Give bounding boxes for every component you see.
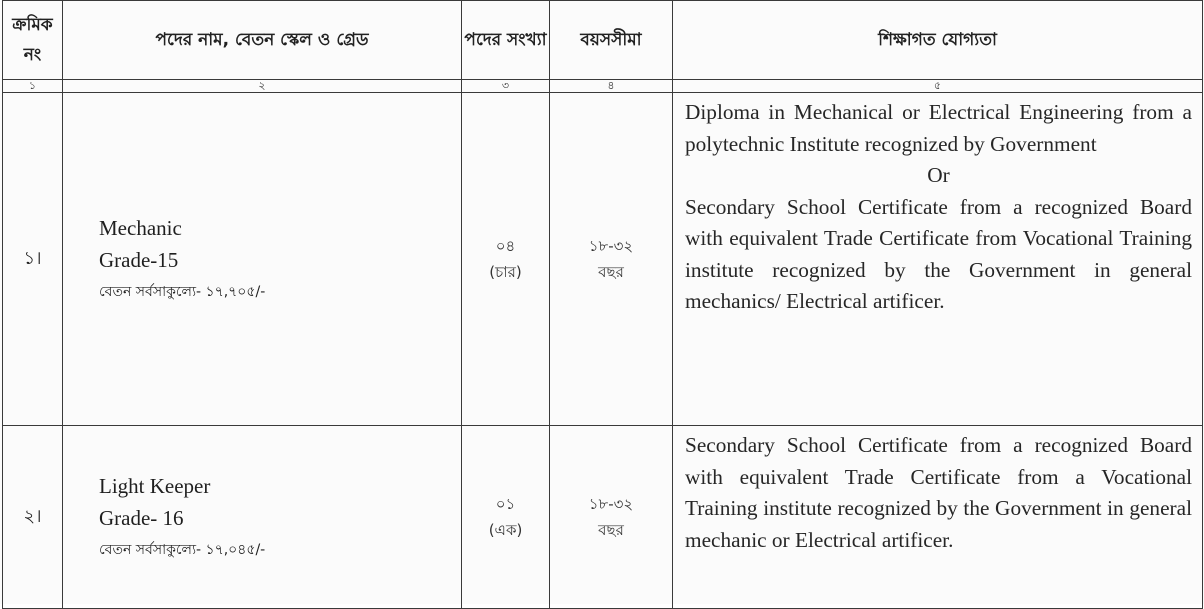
row-serial: ১। — [3, 93, 63, 426]
post-cell — [63, 93, 462, 426]
table-row — [3, 426, 1203, 609]
post-name: Light Keeper — [99, 474, 211, 498]
post-cell — [63, 426, 462, 609]
qualification-or: Or — [927, 163, 950, 187]
header-post-name: পদের নাম, বেতন স্কেল ও গ্রেড — [63, 1, 462, 80]
job-vacancy-table — [2, 0, 1203, 609]
table-row — [3, 93, 1203, 426]
column-number: ২ — [63, 80, 462, 93]
column-number: ৩ — [462, 80, 550, 93]
post-count-cell — [462, 426, 550, 609]
column-number: ৪ — [550, 80, 673, 93]
header-serial: ক্রমিক নং — [3, 1, 63, 80]
age-limit-cell — [550, 93, 673, 426]
post-pay: বেতন সর্বসাকুল্যে- ১৭,০৪৫/- — [99, 542, 266, 558]
qualification-text: Secondary School Certificate from a recognized Board with equivalent Trade Certificate from Vocational Training institute recognized by the Government in general mechanics/ Electrical artificer. — [685, 194, 1192, 313]
post-count: ০১ — [495, 495, 516, 513]
post-count-words: (চার) — [489, 263, 522, 281]
age-unit: বছর — [598, 521, 624, 539]
qualification-cell — [673, 93, 1203, 426]
post-count-words: (এক) — [488, 521, 523, 539]
age-limit: ১৮-৩২ — [588, 237, 634, 255]
post-pay: বেতন সর্বসাকুল্যে- ১৭,৭০৫/- — [99, 284, 266, 300]
header-age-limit: বয়সসীমা — [550, 1, 673, 80]
post-grade: Grade- 16 — [99, 506, 184, 530]
qualification-text: Secondary School Certificate from a recognized Board with equivalent Trade Certificate from a Vocational Training institute recognized by the Government in general mechanic or Electrical artificer. — [685, 433, 1192, 552]
post-count: ০৪ — [495, 237, 516, 255]
column-number: ১ — [3, 80, 63, 93]
age-limit: ১৮-৩২ — [588, 495, 634, 513]
age-unit: বছর — [598, 263, 624, 281]
header-post-count: পদের সংখ্যা — [462, 1, 550, 80]
post-count-cell — [462, 93, 550, 426]
post-grade: Grade-15 — [99, 248, 179, 272]
column-number-row — [3, 80, 1203, 93]
age-limit-cell — [550, 426, 673, 609]
header-row — [3, 1, 1203, 80]
row-serial: ২। — [3, 426, 63, 609]
header-qualification: শিক্ষাগত যোগ্যতা — [673, 1, 1203, 80]
qualification-cell — [673, 426, 1203, 609]
post-name: Mechanic — [99, 216, 182, 240]
qualification-text: Diploma in Mechanical or Electrical Engineering from a polytechnic Institute recognized by Government — [685, 100, 1192, 156]
column-number: ৫ — [673, 80, 1203, 93]
